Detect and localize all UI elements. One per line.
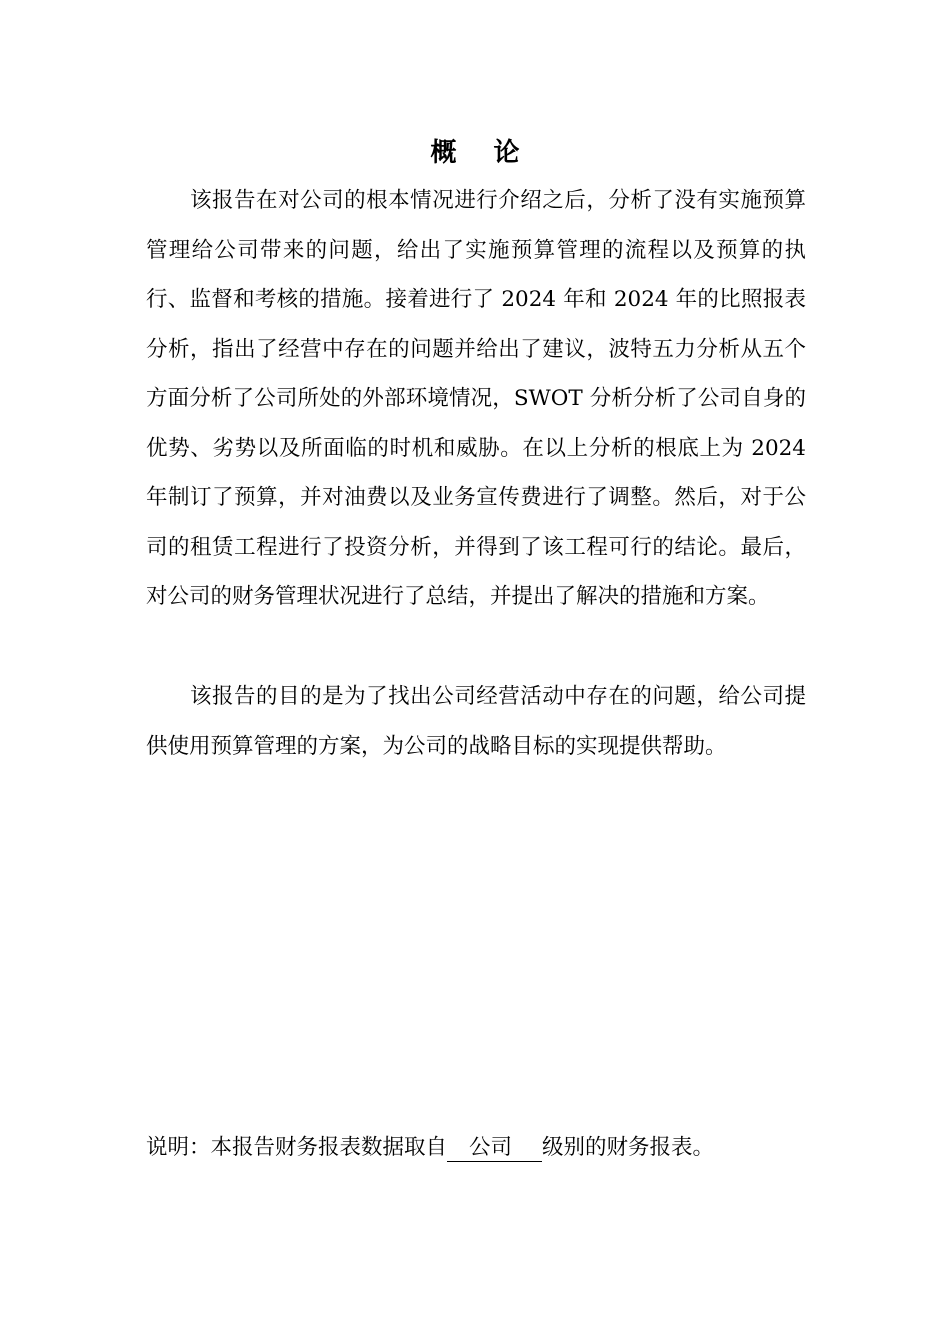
page-title: 概 论 bbox=[430, 138, 534, 168]
data-source-note bbox=[146, 1128, 714, 1168]
note-prefix: 说明：本报告财务报表数据取自 bbox=[146, 1135, 448, 1160]
summary-paragraph-1: 该报告在对公司的根本情况进行介绍之后，分析了没有实施预算管理给公司带来的问题，给出了实施预算管理的流程以及预算的执行、监督和考核的措施。接着进行了 2024 年和 2024 年的比照报表分析，指出了经营中存在的问题并给出了建议，波特五力分析从五个方面分析了公司所处的外部环境情况，SWOT 分析分析了公司自身的优势、劣势以及所面临的时机和威胁。在以上分析的根底上为 2024 年制订了预算，并对油费以及业务宣传费进行了调整。然后，对于公司的租赁工程进行了投资分析，并得到了该工程可行的结论。最后，对公司的财务管理状况进行了总结，并提出了解决的措施和方案。 bbox=[146, 188, 806, 609]
note-suffix: 级别的财务报表。 bbox=[542, 1135, 715, 1160]
note-blank-field: 公司 bbox=[447, 1135, 542, 1162]
summary-paragraph-2: 该报告的目的是为了找出公司经营活动中存在的问题，给公司提供使用预算管理的方案，为公司的战略目标的实现提供帮助。 bbox=[146, 684, 806, 759]
